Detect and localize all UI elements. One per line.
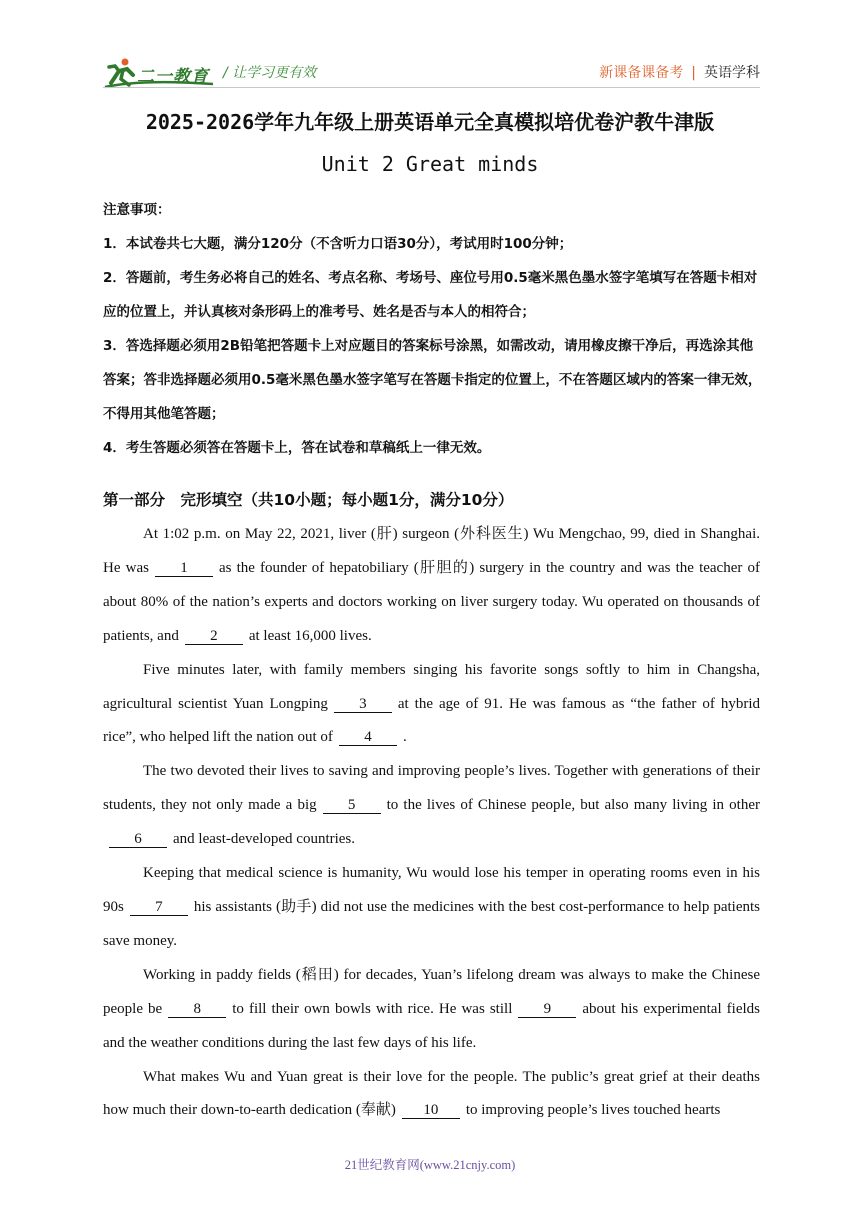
header-category: 新课备课备考: [599, 65, 684, 81]
header-subject: 英语学科: [704, 65, 760, 81]
passage-text: to the lives of Chinese people, but also many living in other: [386, 797, 760, 814]
passage-paragraph: [103, 518, 760, 654]
passage-text: at least 16,000 lives.: [248, 627, 372, 644]
header-separator: |: [691, 65, 696, 81]
notes-heading: 注意事项：: [103, 202, 171, 218]
passage-text: to fill their own bowls with rice. He was still: [232, 1000, 513, 1017]
page-footer: 21世纪教育网(www.21cnjy.com): [344, 1158, 516, 1172]
exam-notes: [103, 193, 763, 465]
passage-text: What makes Wu and Yuan great is their love for the people. The public’s great grief at their deaths how much their down-to-earth dedication (奉献): [103, 1068, 760, 1119]
passage-text: Five minutes later, with family members singing his favorite songs softly to him in Changsha, agricultural scientist Yuan Longping: [103, 661, 760, 712]
passage-text: to improving people’s lives touched hearts: [465, 1102, 721, 1119]
passage-paragraph: [103, 755, 760, 857]
note-item: 4．考生答题必须答在答题卡上，答在试卷和草稿纸上一律无效。: [103, 440, 491, 456]
blank-4[interactable]: 4: [339, 729, 397, 746]
blank-10[interactable]: 10: [402, 1102, 460, 1119]
passage-paragraph: [103, 654, 760, 756]
logo-text: 二一教育: [137, 67, 209, 87]
header-right: [599, 62, 760, 82]
part1-title: 第一部分 完形填空（共10小题；每小题1分，满分10分）: [103, 491, 514, 509]
passage-paragraph: [103, 959, 760, 1061]
blank-5[interactable]: 5: [323, 797, 381, 814]
note-item: 3．答选择题必须用2B铅笔把答题卡上对应题目的答案标号涂黑，如需改动，请用橡皮擦干净后，再选涂其他答案；答非选择题必须用0.5毫米黑色墨水签字笔写在答题卡指定的位置上，不在答题区域内的答案一律无效，不得用其他笔答题；: [103, 338, 762, 422]
exam-title: 2025-2026学年九年级上册英语单元全真模拟培优卷沪教牛津版: [145, 110, 715, 134]
passage-paragraph: [103, 857, 760, 959]
blank-1[interactable]: 1: [155, 560, 213, 577]
blank-3[interactable]: 3: [334, 696, 392, 713]
passage-text: as the founder of hepatobiliary (肝胆的) surgery in the country and was the teacher of about 80% of the nation’s experts and doctors working on liver surgery today. Wu operated on thousands of patients, and: [103, 559, 760, 644]
passage-paragraph: [103, 1061, 760, 1129]
note-item: 1．本试卷共七大题，满分120分（不含听力口语30分），考试用时100分钟；: [103, 236, 573, 252]
passage-text: at the age of 91. He was famous as “the father of hybrid rice”, who helped lift the nation out of: [103, 695, 760, 746]
cloze-passage: [103, 518, 760, 1128]
header-divider: [103, 87, 760, 88]
page-header: [103, 57, 760, 91]
unit-title: Unit 2 Great minds: [321, 152, 539, 176]
passage-text: about his experimental fields and the weather conditions during the last few days of his life.: [103, 1000, 761, 1051]
passage-text: and least-developed countries.: [173, 831, 356, 848]
header-slogan: / 让学习更有效: [223, 65, 317, 81]
blank-8[interactable]: 8: [168, 1001, 226, 1018]
passage-text: The two devoted their lives to saving and improving people’s lives. Together with generations of their students, they not only made a big: [103, 763, 760, 814]
blank-9[interactable]: 9: [518, 1001, 576, 1018]
blank-2[interactable]: 2: [185, 628, 243, 645]
passage-text: Working in paddy fields (稻田) for decades, Yuan’s lifelong dream was always to make the Chinese people be: [103, 966, 760, 1017]
passage-text: .: [402, 729, 407, 746]
passage-text: At 1:02 p.m. on May 22, 2021, liver (肝) surgeon (外科医生) Wu Mengchao, 99, died in Shanghai. He was: [103, 526, 760, 576]
passage-text: his assistants (助手) did not use the medicines with the best cost-performance to help patients save money.: [103, 898, 760, 949]
passage-text: Keeping that medical science is humanity, Wu would lose his temper in operating rooms even in his 90s: [103, 865, 760, 915]
blank-7[interactable]: 7: [130, 899, 188, 916]
note-item: 2．答题前，考生务必将自己的姓名、考点名称、考场号、座位号用0.5毫米黑色墨水签字笔填写在答题卡相对应的位置上，并认真核对条形码上的准考号、姓名是否与本人的相符合；: [103, 270, 758, 320]
blank-6[interactable]: 6: [109, 831, 167, 848]
